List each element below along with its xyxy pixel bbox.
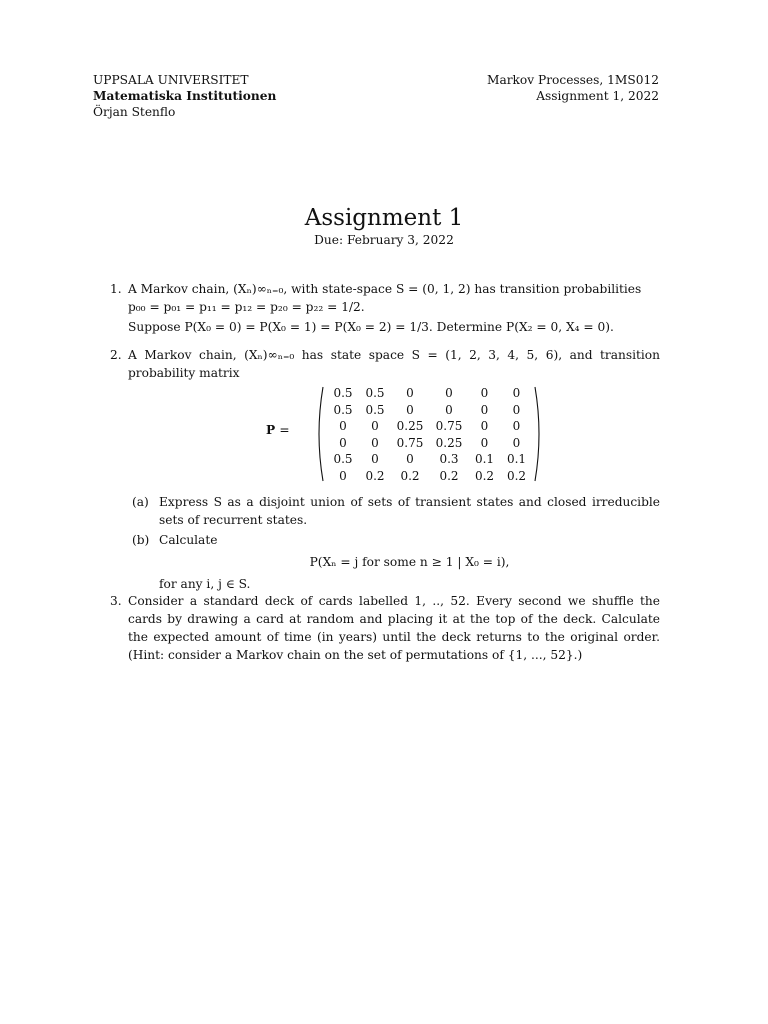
author-name: Örjan Stenflo bbox=[93, 105, 176, 119]
title-block bbox=[0, 204, 768, 247]
problem-body bbox=[128, 280, 660, 336]
department-name: Matematiska Institutionen bbox=[93, 89, 277, 103]
transition-matrix bbox=[314, 385, 544, 481]
problem-3 bbox=[110, 592, 660, 664]
matrix-cell: 0.1 bbox=[474, 452, 495, 466]
matrix-cell: 0 bbox=[480, 435, 489, 450]
due-date: Due: February 3, 2022 bbox=[314, 233, 454, 247]
part-a bbox=[132, 493, 660, 529]
display-equation: P(Xₙ = j for some n ≥ 1 | X₀ = i), bbox=[309, 555, 510, 569]
matrix-cell: 0 bbox=[371, 452, 379, 466]
matrix-cell: 0.2 bbox=[474, 468, 495, 483]
problem-text: A Markov chain, (Xₙ)∞ₙ₌₀ has state space S = (1, 2, 3, 4, 5, 6), and transition probability matrix bbox=[128, 348, 660, 380]
header-right bbox=[487, 72, 659, 104]
matrix-cell: 0.25 bbox=[396, 419, 424, 433]
part-text-after: for any i, j ∈ S. bbox=[159, 577, 251, 591]
problem-number: 3. bbox=[110, 594, 122, 608]
university-name: UPPSALA UNIVERSITET bbox=[93, 73, 249, 87]
matrix-cell: 0.5 bbox=[333, 386, 353, 400]
course-name: Markov Processes, 1MS012 bbox=[486, 73, 659, 87]
matrix-cell: 0 bbox=[480, 419, 489, 433]
matrix-cell: 0 bbox=[371, 419, 379, 433]
problem-text: Consider a standard deck of cards labelled 1, .., 52. Every second we shuffle the cards by drawing a card at random and placing it at the top of the deck. Calculate the expected amount of time (in years) until the deck returns to the original order. (Hint: consider a Markov chain on the set of permutations of {1, ..., 52}.) bbox=[128, 594, 660, 662]
part-text: Calculate bbox=[159, 533, 218, 547]
matrix-cell: 0 bbox=[512, 386, 521, 400]
matrix-cell: 0.2 bbox=[439, 468, 459, 483]
matrix-cell: 0 bbox=[512, 402, 521, 417]
matrix-cell: 0 bbox=[339, 435, 347, 450]
problem-text-line: p₀₀ = p₀₁ = p₁₁ = p₁₂ = p₂₀ = p₂₂ = 1/2. bbox=[128, 300, 365, 314]
matrix-cell: 0.25 bbox=[435, 435, 463, 450]
matrix-label: P = bbox=[266, 423, 290, 437]
matrix-cell: 0.2 bbox=[506, 468, 527, 483]
part-text: Express S as a disjoint union of sets of transient states and closed irreducible sets of recurrent states. bbox=[159, 495, 660, 527]
matrix-cell: 0 bbox=[406, 402, 414, 417]
matrix-cell: 0.5 bbox=[365, 402, 385, 417]
transition-matrix-block bbox=[128, 383, 660, 483]
matrix-cell: 0 bbox=[480, 402, 489, 417]
matrix-cell: 0.5 bbox=[333, 452, 353, 466]
problem-number: 1. bbox=[110, 282, 122, 296]
assignment-label: Assignment 1, 2022 bbox=[536, 89, 659, 103]
problem-2 bbox=[110, 346, 660, 593]
matrix-cell: 0.2 bbox=[365, 468, 385, 483]
matrix-cell: 0 bbox=[371, 435, 379, 450]
matrix-cell: 0 bbox=[512, 419, 521, 433]
matrix-cell: 0.5 bbox=[333, 402, 353, 417]
part-label: (a) bbox=[132, 495, 149, 509]
matrix-cell: 0 bbox=[406, 386, 414, 400]
matrix-cell: 0.5 bbox=[365, 386, 385, 400]
matrix-cell: 0 bbox=[445, 386, 453, 400]
matrix-cell: 0 bbox=[339, 419, 347, 433]
matrix-cell: 0 bbox=[406, 452, 414, 466]
matrix-cell: 0.75 bbox=[396, 435, 424, 450]
problem-body bbox=[128, 346, 660, 593]
problem-text-line: Suppose P(X₀ = 0) = P(X₀ = 1) = P(X₀ = 2) = 1/3. Determine P(X₂ = 0, X₄ = 0). bbox=[128, 320, 614, 334]
matrix-cell: 0 bbox=[480, 386, 489, 400]
problem-number: 2. bbox=[110, 348, 122, 362]
matrix-cell: 0 bbox=[512, 435, 521, 450]
matrix-grid bbox=[326, 385, 532, 484]
matrix-cell: 0.2 bbox=[400, 468, 420, 483]
matrix-cell: 0.3 bbox=[439, 452, 459, 466]
problem-body bbox=[128, 592, 660, 664]
header-left bbox=[93, 72, 276, 120]
page-title: Assignment 1 bbox=[304, 205, 464, 231]
matrix-cell: 0 bbox=[339, 468, 347, 483]
matrix-cell: 0.1 bbox=[506, 452, 527, 466]
matrix-cell: 0 bbox=[445, 402, 453, 417]
problem-text-line: A Markov chain, (Xₙ)∞ₙ₌₀, with state-space S = (0, 1, 2) has transition probabilities bbox=[128, 282, 642, 296]
part-b bbox=[132, 531, 660, 593]
part-label: (b) bbox=[132, 533, 150, 547]
problem-1 bbox=[110, 280, 660, 336]
matrix-cell: 0.75 bbox=[435, 419, 463, 433]
